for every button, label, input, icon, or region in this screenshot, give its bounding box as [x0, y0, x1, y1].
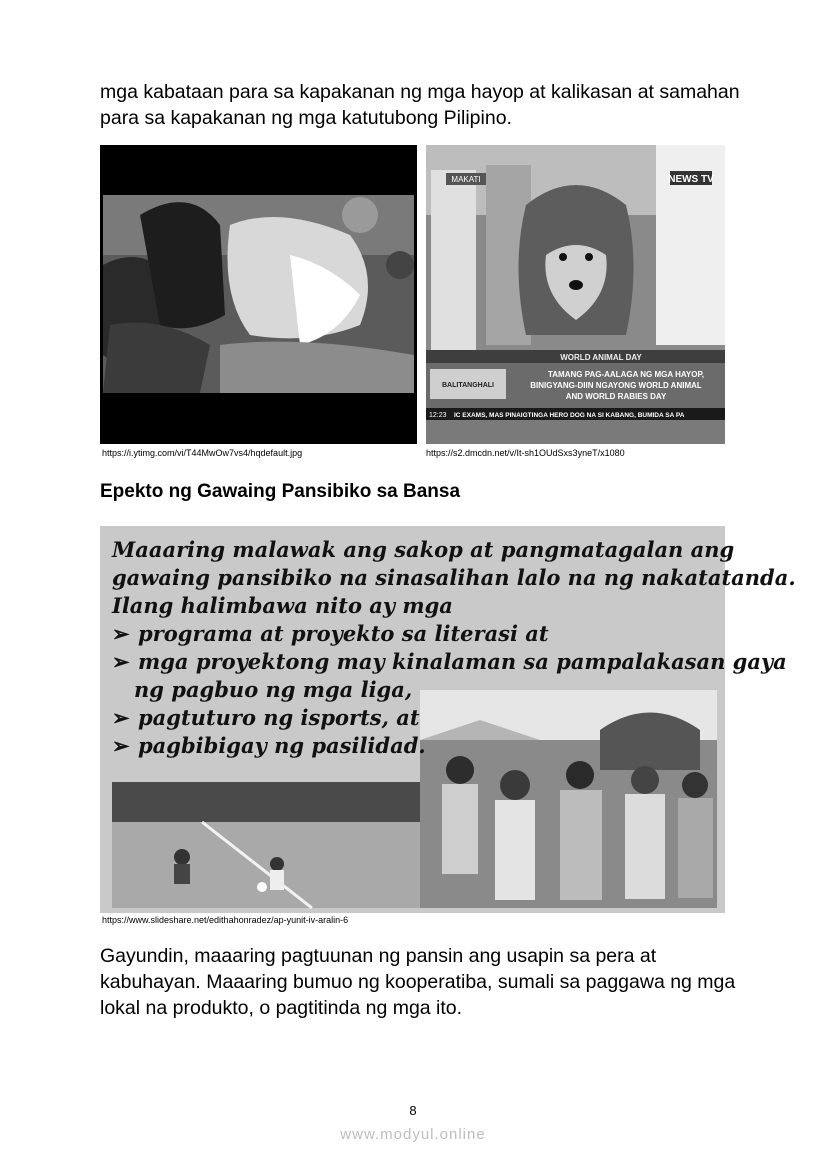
slide-text	[112, 536, 796, 760]
arrow-bullet-icon: ➢	[112, 621, 130, 646]
slide-line-1: Maaaring malawak ang sakop at pangmatagalan ang	[112, 537, 735, 562]
dog-photo	[426, 145, 725, 444]
slide-bullet-3: ➢ pagtuturo ng isports, at	[112, 705, 420, 730]
closing-paragraph: Gayundin, maaaring pagtuunan ng pansin ang usapin sa pera at kabuhayan. Maaaring bumuo ng kooperatiba, sumali sa paggawa ng mga lokal na produkto, o pagtitinda ng mga ito.	[100, 945, 736, 1019]
slide-bullet-1: ➢ programa at proyekto sa literasi at	[112, 621, 549, 646]
slide-caption: https://www.slideshare.net/edithahonradez/ap-yunit-iv-aralin-6	[102, 915, 349, 925]
goats-photo	[100, 145, 417, 444]
arrow-bullet-icon: ➢	[112, 705, 130, 730]
arrow-bullet-icon: ➢	[112, 649, 130, 674]
football-field-photo	[112, 782, 422, 908]
ticker-text: IC EXAMS, MAS PINAIGTINGA HERO DOG NA SI KABANG, BUMIDA SA PA	[454, 412, 685, 419]
arrow-bullet-icon: ➢	[112, 733, 130, 758]
headline-line-1: TAMANG PAG-AALAGA NG MGA HAYOP,	[547, 370, 705, 379]
time-readout: 12:23	[429, 412, 447, 419]
slide-bullet-4: ➢ pagbibigay ng pasilidad.	[112, 733, 426, 758]
news-logo: NEWS TV	[668, 174, 714, 185]
show-name: BALITANGHALI	[442, 382, 494, 389]
watermark: www.modyul.online	[340, 1126, 486, 1143]
intro-paragraph: mga kabataan para sa kapakanan ng mga hayop at kalikasan at samahan para sa kapakanan ng mga katutubong Pilipino.	[100, 81, 740, 129]
slide-line-2: gawaing pansibiko na sinasalihan lalo na ng nakatatanda.	[112, 565, 796, 590]
slide-bullet-2-continued: ng pagbuo ng mga liga,	[134, 677, 413, 702]
civic-activities-slide	[100, 526, 796, 913]
sign-text: MAKATI	[451, 175, 481, 184]
band-text: WORLD ANIMAL DAY	[560, 353, 642, 362]
dog-photo-caption: https://s2.dmcdn.net/v/It-sh1OUdSxs3yneT/x1080	[426, 448, 625, 458]
section-heading: Epekto ng Gawaing Pansibiko sa Bansa	[100, 481, 461, 502]
headline-line-2: BINIGYANG-DIIN NGAYONG WORLD ANIMAL	[530, 381, 702, 390]
headline-line-3: AND WORLD RABIES DAY	[565, 392, 667, 401]
slide-line-3: Ilang halimbawa nito ay mga	[112, 593, 453, 618]
slide-bullet-2: ➢ mga proyektong may kinalaman sa pampalakasan gaya	[112, 649, 787, 674]
page-number: 8	[409, 1103, 417, 1118]
goats-photo-caption: https://i.ytimg.com/vi/T44MwOw7vs4/hqdefault.jpg	[102, 448, 303, 458]
